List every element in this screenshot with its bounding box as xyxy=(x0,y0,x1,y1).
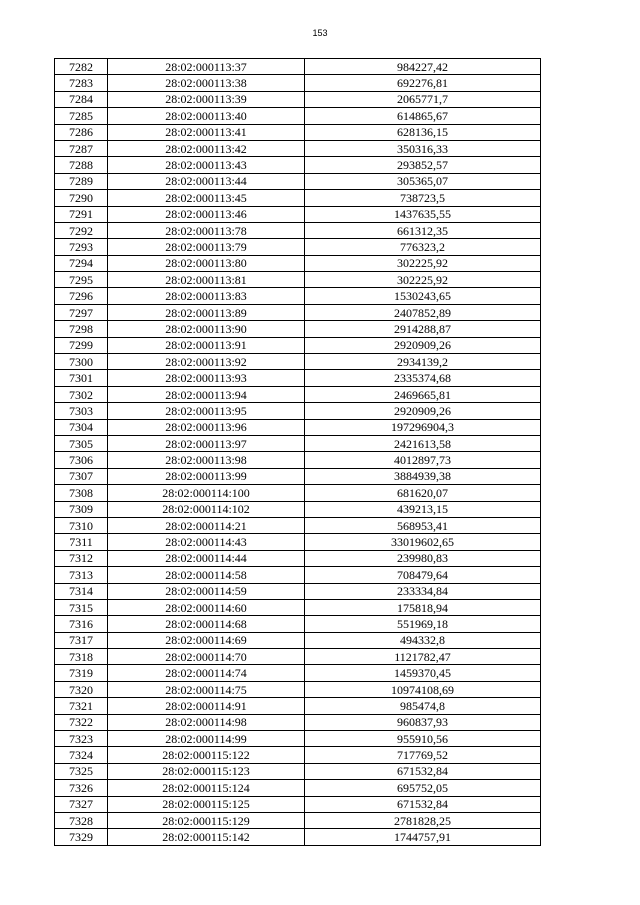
cadastral-value-cell: 776323,2 xyxy=(305,239,541,255)
table-row xyxy=(55,468,541,484)
table-row xyxy=(55,567,541,583)
table-row xyxy=(55,550,541,566)
row-number-cell: 7328 xyxy=(55,812,108,828)
row-number-cell: 7317 xyxy=(55,632,108,648)
table-row xyxy=(55,534,541,550)
row-number-cell: 7316 xyxy=(55,616,108,632)
cadastral-number-cell: 28:02:000114:75 xyxy=(108,681,305,697)
cadastral-number-cell: 28:02:000113:45 xyxy=(108,190,305,206)
table-row xyxy=(55,616,541,632)
cadastral-number-cell: 28:02:000113:96 xyxy=(108,419,305,435)
cadastral-value-cell: 955910,56 xyxy=(305,731,541,747)
cadastral-number-cell: 28:02:000113:42 xyxy=(108,140,305,156)
cadastral-value-cell: 960837,93 xyxy=(305,714,541,730)
cadastral-value-cell: 439213,15 xyxy=(305,501,541,517)
row-number-cell: 7297 xyxy=(55,304,108,320)
cadastral-value-cell: 671532,84 xyxy=(305,763,541,779)
table-row xyxy=(55,780,541,796)
row-number-cell: 7292 xyxy=(55,222,108,238)
row-number-cell: 7304 xyxy=(55,419,108,435)
table-row xyxy=(55,321,541,337)
cadastral-value-cell: 293852,57 xyxy=(305,157,541,173)
cadastral-number-cell: 28:02:000113:83 xyxy=(108,288,305,304)
cadastral-value-cell: 1744757,91 xyxy=(305,829,541,845)
table-row xyxy=(55,829,541,845)
cadastral-number-cell: 28:02:000113:89 xyxy=(108,304,305,320)
table-row xyxy=(55,173,541,189)
row-number-cell: 7320 xyxy=(55,681,108,697)
cadastral-number-cell: 28:02:000113:37 xyxy=(108,59,305,75)
page-number: 153 xyxy=(312,28,328,38)
cadastral-number-cell: 28:02:000113:41 xyxy=(108,124,305,140)
cadastral-value-cell: 175818,94 xyxy=(305,599,541,615)
table-row xyxy=(55,272,541,288)
table-row xyxy=(55,649,541,665)
cadastral-number-cell: 28:02:000114:58 xyxy=(108,567,305,583)
table-row xyxy=(55,91,541,107)
table-row xyxy=(55,583,541,599)
cadastral-number-cell: 28:02:000113:97 xyxy=(108,435,305,451)
cadastral-value-cell: 33019602,65 xyxy=(305,534,541,550)
row-number-cell: 7324 xyxy=(55,747,108,763)
cadastral-number-cell: 28:02:000114:70 xyxy=(108,649,305,665)
cadastral-number-cell: 28:02:000114:68 xyxy=(108,616,305,632)
table-row xyxy=(55,288,541,304)
table-row xyxy=(55,698,541,714)
cadastral-number-cell: 28:02:000114:102 xyxy=(108,501,305,517)
cadastral-number-cell: 28:02:000113:80 xyxy=(108,255,305,271)
cadastral-value-cell: 1459370,45 xyxy=(305,665,541,681)
row-number-cell: 7321 xyxy=(55,698,108,714)
cadastral-value-cell: 2934139,2 xyxy=(305,354,541,370)
row-number-cell: 7298 xyxy=(55,321,108,337)
cadastral-number-cell: 28:02:000113:99 xyxy=(108,468,305,484)
cadastral-number-cell: 28:02:000113:78 xyxy=(108,222,305,238)
row-number-cell: 7290 xyxy=(55,190,108,206)
cadastral-value-cell: 738723,5 xyxy=(305,190,541,206)
cadastral-number-cell: 28:02:000115:142 xyxy=(108,829,305,845)
table-row xyxy=(55,796,541,812)
cadastral-value-cell: 2920909,26 xyxy=(305,337,541,353)
cadastral-number-cell: 28:02:000114:99 xyxy=(108,731,305,747)
row-number-cell: 7302 xyxy=(55,386,108,402)
row-number-cell: 7307 xyxy=(55,468,108,484)
cadastral-number-cell: 28:02:000115:129 xyxy=(108,812,305,828)
cadastral-number-cell: 28:02:000114:100 xyxy=(108,485,305,501)
cadastral-value-cell: 661312,35 xyxy=(305,222,541,238)
table-row xyxy=(55,75,541,91)
cadastral-value-cell: 985474,8 xyxy=(305,698,541,714)
table-row xyxy=(55,337,541,353)
table-row xyxy=(55,157,541,173)
row-number-cell: 7286 xyxy=(55,124,108,140)
row-number-cell: 7294 xyxy=(55,255,108,271)
cadastral-value-cell: 1121782,47 xyxy=(305,649,541,665)
row-number-cell: 7288 xyxy=(55,157,108,173)
table-row xyxy=(55,731,541,747)
cadastral-value-cell: 628136,15 xyxy=(305,124,541,140)
table-row xyxy=(55,124,541,140)
row-number-cell: 7326 xyxy=(55,780,108,796)
cadastral-number-cell: 28:02:000113:38 xyxy=(108,75,305,91)
cadastral-value-cell: 197296904,3 xyxy=(305,419,541,435)
cadastral-number-cell: 28:02:000113:93 xyxy=(108,370,305,386)
row-number-cell: 7303 xyxy=(55,403,108,419)
cadastral-value-cell: 551969,18 xyxy=(305,616,541,632)
table-row xyxy=(55,665,541,681)
table-row xyxy=(55,304,541,320)
row-number-cell: 7310 xyxy=(55,517,108,533)
table-row xyxy=(55,419,541,435)
cadastral-number-cell: 28:02:000115:122 xyxy=(108,747,305,763)
cadastral-number-cell: 28:02:000115:123 xyxy=(108,763,305,779)
cadastral-value-cell: 10974108,69 xyxy=(305,681,541,697)
row-number-cell: 7323 xyxy=(55,731,108,747)
table-row xyxy=(55,403,541,419)
cadastral-value-cell: 2781828,25 xyxy=(305,812,541,828)
row-number-cell: 7314 xyxy=(55,583,108,599)
row-number-cell: 7284 xyxy=(55,91,108,107)
cadastral-number-cell: 28:02:000115:124 xyxy=(108,780,305,796)
cadastral-value-cell: 1530243,65 xyxy=(305,288,541,304)
row-number-cell: 7287 xyxy=(55,140,108,156)
cadastral-number-cell: 28:02:000114:21 xyxy=(108,517,305,533)
cadastral-value-cell: 2065771,7 xyxy=(305,91,541,107)
table-row xyxy=(55,108,541,124)
cadastral-value-cell: 233334,84 xyxy=(305,583,541,599)
table-body xyxy=(55,59,541,846)
cadastral-number-cell: 28:02:000113:43 xyxy=(108,157,305,173)
cadastral-value-cell: 305365,07 xyxy=(305,173,541,189)
cadastral-number-cell: 28:02:000114:44 xyxy=(108,550,305,566)
row-number-cell: 7289 xyxy=(55,173,108,189)
table-row xyxy=(55,812,541,828)
cadastral-value-cell: 692276,81 xyxy=(305,75,541,91)
table-row xyxy=(55,599,541,615)
cadastral-value-cell: 708479,64 xyxy=(305,567,541,583)
cadastral-value-cell: 2920909,26 xyxy=(305,403,541,419)
row-number-cell: 7306 xyxy=(55,452,108,468)
row-number-cell: 7327 xyxy=(55,796,108,812)
cadastral-number-cell: 28:02:000113:46 xyxy=(108,206,305,222)
cadastral-number-cell: 28:02:000114:59 xyxy=(108,583,305,599)
cadastral-number-cell: 28:02:000113:95 xyxy=(108,403,305,419)
table-row xyxy=(55,190,541,206)
row-number-cell: 7308 xyxy=(55,485,108,501)
table-row xyxy=(55,517,541,533)
row-number-cell: 7305 xyxy=(55,435,108,451)
cadastral-value-cell: 302225,92 xyxy=(305,272,541,288)
table-row xyxy=(55,452,541,468)
cadastral-number-cell: 28:02:000113:81 xyxy=(108,272,305,288)
row-number-cell: 7300 xyxy=(55,354,108,370)
table-row xyxy=(55,714,541,730)
cadastral-value-table xyxy=(54,58,541,846)
row-number-cell: 7295 xyxy=(55,272,108,288)
row-number-cell: 7313 xyxy=(55,567,108,583)
row-number-cell: 7299 xyxy=(55,337,108,353)
table-row xyxy=(55,354,541,370)
cadastral-value-cell: 2335374,68 xyxy=(305,370,541,386)
table-row xyxy=(55,632,541,648)
cadastral-value-cell: 1437635,55 xyxy=(305,206,541,222)
cadastral-value-cell: 681620,07 xyxy=(305,485,541,501)
row-number-cell: 7285 xyxy=(55,108,108,124)
table-row xyxy=(55,501,541,517)
cadastral-value-cell: 2421613,58 xyxy=(305,435,541,451)
cadastral-value-cell: 568953,41 xyxy=(305,517,541,533)
cadastral-value-cell: 494332,8 xyxy=(305,632,541,648)
cadastral-number-cell: 28:02:000114:74 xyxy=(108,665,305,681)
cadastral-value-cell: 717769,52 xyxy=(305,747,541,763)
cadastral-number-cell: 28:02:000113:91 xyxy=(108,337,305,353)
cadastral-number-cell: 28:02:000114:69 xyxy=(108,632,305,648)
table-row xyxy=(55,485,541,501)
cadastral-value-cell: 302225,92 xyxy=(305,255,541,271)
cadastral-value-cell: 984227,42 xyxy=(305,59,541,75)
row-number-cell: 7282 xyxy=(55,59,108,75)
cadastral-number-cell: 28:02:000115:125 xyxy=(108,796,305,812)
table-row xyxy=(55,747,541,763)
cadastral-number-cell: 28:02:000113:94 xyxy=(108,386,305,402)
cadastral-value-cell: 2469665,81 xyxy=(305,386,541,402)
table-row xyxy=(55,239,541,255)
table-row xyxy=(55,59,541,75)
cadastral-number-cell: 28:02:000113:79 xyxy=(108,239,305,255)
cadastral-value-cell: 614865,67 xyxy=(305,108,541,124)
row-number-cell: 7283 xyxy=(55,75,108,91)
row-number-cell: 7301 xyxy=(55,370,108,386)
cadastral-number-cell: 28:02:000114:43 xyxy=(108,534,305,550)
table-row xyxy=(55,386,541,402)
cadastral-value-cell: 695752,05 xyxy=(305,780,541,796)
table-row xyxy=(55,435,541,451)
row-number-cell: 7329 xyxy=(55,829,108,845)
cadastral-value-cell: 2407852,89 xyxy=(305,304,541,320)
table-row xyxy=(55,140,541,156)
row-number-cell: 7318 xyxy=(55,649,108,665)
row-number-cell: 7311 xyxy=(55,534,108,550)
cadastral-number-cell: 28:02:000113:39 xyxy=(108,91,305,107)
cadastral-value-cell: 350316,33 xyxy=(305,140,541,156)
cadastral-number-cell: 28:02:000113:92 xyxy=(108,354,305,370)
table-row xyxy=(55,763,541,779)
table-row xyxy=(55,222,541,238)
cadastral-number-cell: 28:02:000114:60 xyxy=(108,599,305,615)
cadastral-value-cell: 4012897,73 xyxy=(305,452,541,468)
cadastral-value-cell: 2914288,87 xyxy=(305,321,541,337)
row-number-cell: 7309 xyxy=(55,501,108,517)
row-number-cell: 7325 xyxy=(55,763,108,779)
table-row xyxy=(55,370,541,386)
row-number-cell: 7293 xyxy=(55,239,108,255)
row-number-cell: 7315 xyxy=(55,599,108,615)
row-number-cell: 7319 xyxy=(55,665,108,681)
cadastral-number-cell: 28:02:000113:90 xyxy=(108,321,305,337)
cadastral-value-cell: 671532,84 xyxy=(305,796,541,812)
table-row xyxy=(55,681,541,697)
cadastral-number-cell: 28:02:000113:44 xyxy=(108,173,305,189)
table-row xyxy=(55,206,541,222)
cadastral-number-cell: 28:02:000114:91 xyxy=(108,698,305,714)
cadastral-number-cell: 28:02:000113:40 xyxy=(108,108,305,124)
cadastral-value-cell: 239980,83 xyxy=(305,550,541,566)
cadastral-number-cell: 28:02:000113:98 xyxy=(108,452,305,468)
cadastral-number-cell: 28:02:000114:98 xyxy=(108,714,305,730)
row-number-cell: 7322 xyxy=(55,714,108,730)
row-number-cell: 7296 xyxy=(55,288,108,304)
table-row xyxy=(55,255,541,271)
row-number-cell: 7291 xyxy=(55,206,108,222)
row-number-cell: 7312 xyxy=(55,550,108,566)
cadastral-value-cell: 3884939,38 xyxy=(305,468,541,484)
